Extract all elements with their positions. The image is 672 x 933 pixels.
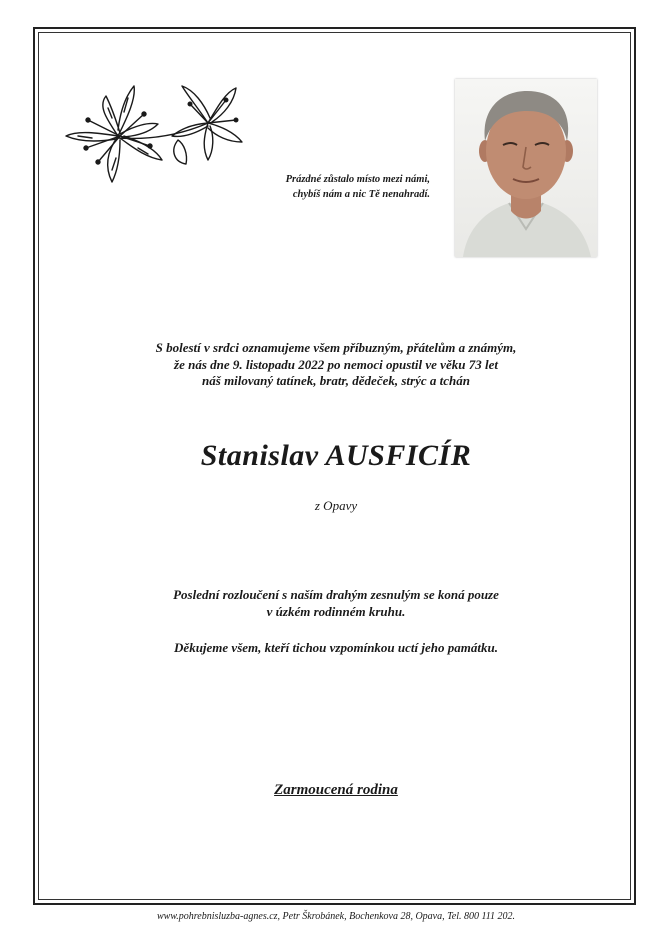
farewell-line-1: Poslední rozloučení s naším drahým zesnulým se koná pouze [173,587,499,602]
portrait-photo [455,79,597,257]
motto-line-2: chybíš nám a nic Tě nenahradí. [292,189,430,200]
announcement-line-1: S bolestí v srdci oznamujeme všem příbuzným, přátelům a známým, [155,340,517,355]
family-signature [80,780,592,800]
announcement-line-3: náš milovaný tatínek, bratr, dědeček, strýc a tchán [202,373,470,388]
lily-flower-icon [58,78,248,196]
deceased-name [80,436,592,476]
deceased-origin: z Opavy [314,498,358,513]
farewell-notice [100,586,572,620]
funeral-service-footer: www.pohrebnisluzba-agnes.cz, Petr Škrobánek, Bochenkova 28, Opava, Tel. 800 111 202. [156,911,515,922]
farewell-line-2: v úzkém rodinném kruhu. [266,604,406,619]
announcement-line-2: že nás dne 9. listopadu 2022 po nemoci opustil ve věku 73 let [174,356,498,372]
death-announcement [80,340,592,390]
motto-line-1: Prázdné zůstalo místo mezi námi, [285,174,430,185]
deceased-last-name: AUSFICÍR [325,439,472,472]
deceased-first-name: Stanislav [200,439,319,472]
signature-text: Zarmoucená rodina [274,782,398,798]
motto-quote [230,172,430,202]
thanks-line: Děkujeme všem, kteří tichou vzpomínkou uctí jeho památku. [174,640,498,655]
